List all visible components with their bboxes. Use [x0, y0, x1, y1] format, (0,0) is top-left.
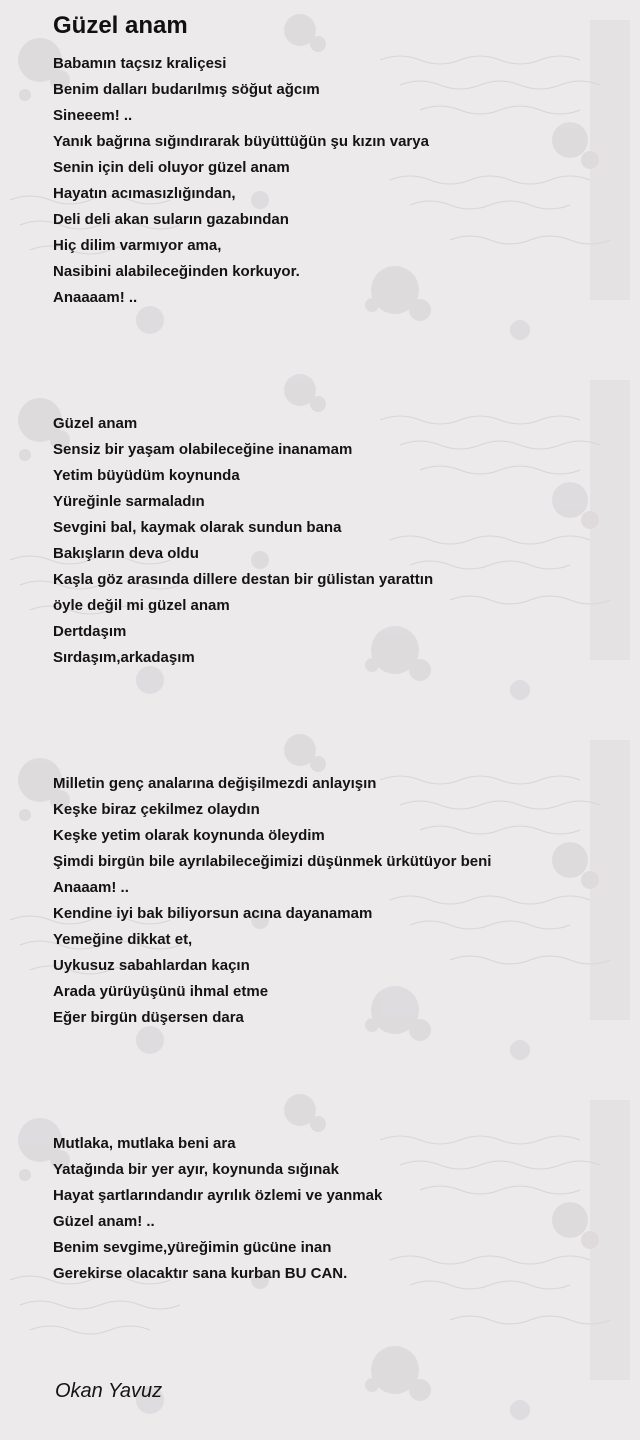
poem-line: öyle değil mi güzel anam [53, 597, 230, 614]
poem-title: Güzel anam [53, 12, 188, 39]
poem-line: Nasibini alabileceğinden korkuyor. [53, 263, 300, 280]
poem-line: Hayatın acımasızlığından, [53, 185, 236, 202]
poem-line: Uykusuz sabahlardan kaçın [53, 957, 250, 974]
poem-line: Güzel anam! .. [53, 1213, 155, 1230]
poem-line: Sevgini bal, kaymak olarak sundun bana [53, 519, 342, 536]
poem-line: Hayat şartlarındandır ayrılık özlemi ve yanmak [53, 1187, 383, 1204]
poem-line: Kendine iyi bak biliyorsun acına dayanamam [53, 905, 373, 922]
stanza-3 [53, 771, 628, 1031]
poem-line: Sensiz bir yaşam olabileceğine inanamam [53, 441, 353, 458]
stanza-1 [53, 51, 628, 311]
poem-line: Yetim büyüdüm koynunda [53, 467, 240, 484]
poem-line: Mutlaka, mutlaka beni ara [53, 1135, 236, 1152]
poem-line: Keşke yetim olarak koynunda öleydim [53, 827, 325, 844]
poem-line: Senin için deli oluyor güzel anam [53, 159, 290, 176]
poem-line: Yatağında bir yer ayır, koynunda sığınak [53, 1161, 339, 1178]
poem-line: Anaaaam! .. [53, 289, 138, 306]
poem-line: Keşke biraz çekilmez olaydın [53, 801, 260, 818]
poem-line: Yüreğinle sarmaladın [53, 493, 205, 510]
poem-line: Sırdaşım,arkadaşım [53, 649, 195, 666]
poem-line: Arada yürüyüşünü ihmal etme [53, 983, 269, 1000]
poem-line: Benim sevgime,yüreğimin gücüne inan [53, 1239, 332, 1256]
poem-line: Benim dalları budarılmış söğut ağcım [53, 81, 320, 98]
stanza-4 [53, 1131, 628, 1287]
poem-line: Eğer birgün düşersen dara [53, 1009, 244, 1026]
poem-line: Hiç dilim varmıyor ama, [53, 237, 222, 254]
poem-line: Yemeğine dikkat et, [53, 931, 193, 948]
poem-line: Dertdaşım [53, 623, 127, 640]
poem-line: Bakışların deva oldu [53, 545, 199, 562]
poem-line: Anaaam! .. [53, 879, 129, 896]
poem-line: Yanık bağrına sığındırarak büyüttüğün şu kızın varya [53, 133, 429, 150]
poem-line: Kaşla göz arasında dillere destan bir gülistan yarattın [53, 571, 434, 588]
poem-line: Milletin genç analarına değişilmezdi anlayışın [53, 775, 377, 792]
poem-line: Sineeem! .. [53, 107, 133, 124]
stanza-2 [53, 411, 628, 671]
poem-line: Babamın taçsız kraliçesi [53, 55, 227, 72]
poem-author: Okan Yavuz [55, 1380, 163, 1402]
poem-line: Gerekirse olacaktır sana kurban BU CAN. [53, 1265, 348, 1282]
poem-line: Şimdi birgün bile ayrılabileceğimizi düşünmek ürkütüyor beni [53, 853, 492, 870]
poem-line: Deli deli akan suların gazabından [53, 211, 289, 228]
poem-line: Güzel anam [53, 415, 138, 432]
